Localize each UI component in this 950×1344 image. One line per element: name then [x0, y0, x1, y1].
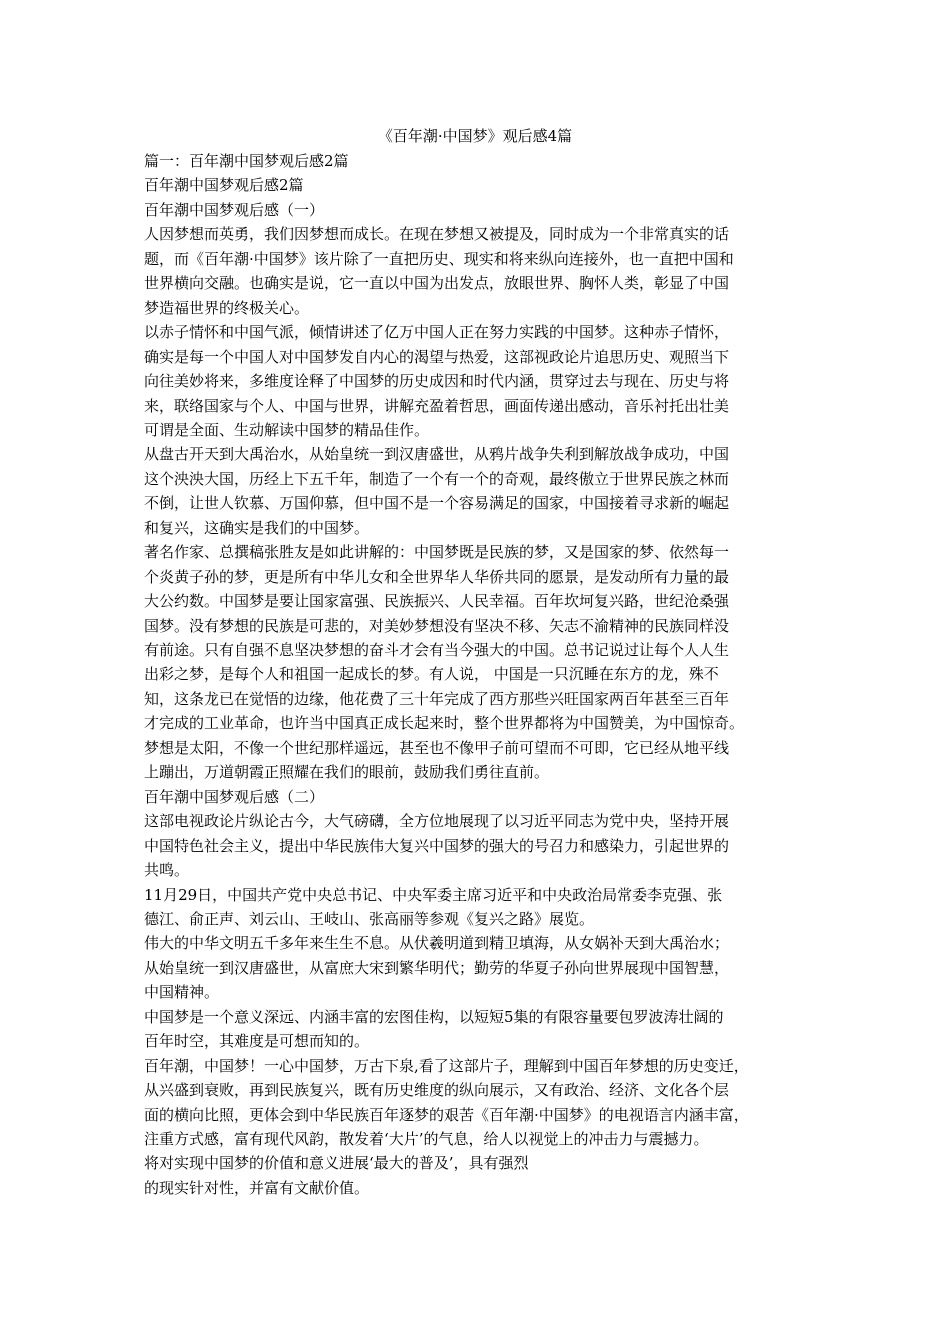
body-line: 人因梦想而英勇，我们因梦想而成长。在现在梦想又被提及，同时成为一个非常真实的话: [144, 225, 730, 244]
body-line: 才完成的工业革命，也许当中国真正成长起来时，整个世界都将为中国赞美，为中国惊奇。: [144, 714, 745, 733]
body-line: 著名作家、总撰稿张胜友是如此讲解的：中国梦既是民族的梦，又是国家的梦、依然每一: [144, 543, 730, 562]
body-line: 百年潮中国梦观后感（二）: [144, 787, 325, 806]
body-line: 题，而《百年潮·中国梦》该片除了一直把历史、现实和将来纵向连接外，也一直把中国和: [144, 249, 734, 268]
body-line: 中国梦是一个意义深远、内涵丰富的宏图佳构，以短短5集的有限容量要包罗波涛壮阔的: [144, 1007, 724, 1026]
body-line: 以赤子情怀和中国气派，倾情讲述了亿万中国人正在努力实践的中国梦。这种赤子情怀，: [144, 323, 730, 342]
body-line: 和复兴，这确实是我们的中国梦。: [144, 518, 370, 537]
document-title: 《百年潮·中国梦》观后感4篇: [377, 127, 573, 145]
body-line: 出彩之梦，是每个人和祖国一起成长的梦。有人说， 中国是一只沉睡在东方的龙，殊不: [144, 665, 719, 684]
body-line: 这个泱泱大国，历经上下五千年，制造了一个有一个的奇观，最终傲立于世界民族之林而: [144, 469, 730, 488]
body-line: 梦想是太阳，不像一个世纪那样遥远，甚至也不像甲子前可望而不可即，它已经从地平线: [144, 738, 730, 757]
body-line: 上蹦出，万道朝霞正照耀在我们的眼前，鼓励我们勇往直前。: [144, 763, 550, 782]
body-line: 可谓是全面、生动解读中国梦的精品佳作。: [144, 420, 430, 439]
body-line: 世界横向交融。也确实是说，它一直以中国为出发点，放眼世界、胸怀人类，彰显了中国: [144, 274, 730, 293]
body-line: 将对实现中国梦的价值和意义进展‘最大的普及’，具有强烈: [144, 1154, 529, 1173]
body-line: 来，联络国家与个人、中国与世界，讲解充盈着哲思，画面传递出感动，音乐衬托出壮美: [144, 396, 730, 415]
body-line: 11月29日，中国共产党中央总书记、中央军委主席习近平和中央政治局常委李克强、张: [144, 885, 723, 904]
body-line: 百年时空，其难度是可想而知的。: [144, 1032, 370, 1051]
body-line: 有前途。只有自强不息坚决梦想的奋斗才会有当今强大的中国。总书记说过让每个人人生: [144, 641, 730, 659]
body-line: 从兴盛到衰败，再到民族复兴，既有历史维度的纵向展示，又有政治、经济、文化各个层: [144, 1081, 730, 1100]
body-line: 百年潮中国梦观后感（一）: [144, 200, 325, 219]
body-line: 知，这条龙已在觉悟的边缘，他花费了三十年完成了西方那些兴旺国家两百年甚至三百年: [144, 689, 730, 708]
body-line: 从始皇统一到汉唐盛世，从富庶大宋到繁华明代；勤劳的华夏子孙向世界展现中国智慧，: [144, 958, 730, 977]
body-line: 面的横向比照，更体会到中华民族百年逐梦的艰苦《百年潮·中国梦》的电视语言内涵丰富，: [144, 1105, 749, 1124]
body-line: 德江、俞正声、刘云山、王岐山、张高丽等参观《复兴之路》展览。: [144, 909, 595, 928]
body-line: 中国特色社会主义，提出中华民族伟大复兴中国梦的强大的号召力和感染力，引起世界的: [144, 836, 730, 855]
body-line: 百年潮中国梦观后感2篇: [144, 176, 304, 195]
body-line: 伟大的中华文明五千多年来生生不息。从伏羲明道到精卫填海，从女娲补天到大禹治水；: [144, 934, 730, 953]
body-line: 百年潮，中国梦！一心中国梦，万古下泉,看了这部片子，理解到中国百年梦想的历史变迁，: [144, 1056, 749, 1075]
body-line: 注重方式感，富有现代风韵，散发着‘大片’的气息，给人以视觉上的冲击力与震撼力。: [144, 1130, 709, 1148]
body-line: 的现实针对性，并富有文献价值。: [144, 1178, 370, 1197]
body-line: 梦造福世界的终极关心。: [144, 298, 310, 317]
body-line: 中国精神。: [144, 983, 220, 1002]
body-line: 国梦。没有梦想的民族是可悲的，对美妙梦想没有坚决不移、矢志不渝精神的民族同样没: [144, 616, 730, 635]
body-line: 个炎黄子孙的梦，更是所有中华儿女和全世界华人华侨共同的愿景，是发动所有力量的最: [144, 567, 730, 586]
body-line: 共鸣。: [144, 861, 190, 879]
body-line: 从盘古开天到大禹治水，从始皇统一到汉唐盛世，从鸦片战争失利到解放战争成功，中国: [144, 445, 730, 464]
body-line: 向往美妙将来，多维度诠释了中国梦的历史成因和时代内涵，贯穿过去与现在、历史与将: [144, 372, 730, 390]
body-line: 大公约数。中国梦是要让国家富强、民族振兴、人民幸福。百年坎坷复兴路，世纪沧桑强: [144, 592, 730, 611]
body-line: 这部电视政论片纵论古今，大气磅礴，全方位地展现了以习近平同志为党中央，坚持开展: [144, 812, 730, 831]
body-line: 不倒，让世人钦慕、万国仰慕，但中国不是一个容易满足的国家，中国接着寻求新的崛起: [144, 494, 730, 513]
body-line: 确实是每一个中国人对中国梦发自内心的渴望与热爱，这部视政论片追思历史、观照当下: [144, 347, 730, 366]
body-line: 篇一：百年潮中国梦观后感2篇: [144, 152, 349, 170]
